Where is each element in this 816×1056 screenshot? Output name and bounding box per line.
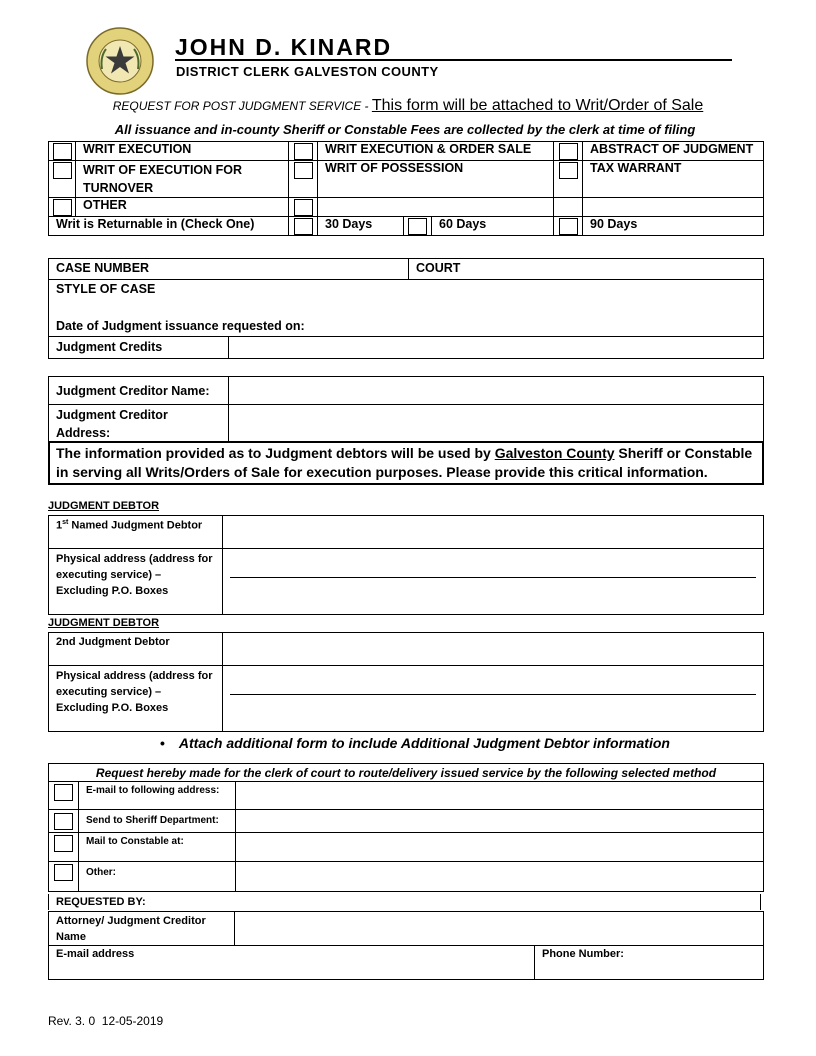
- debtor2-name-label: 2nd Judgment Debtor: [49, 633, 223, 666]
- writ-type-table: [48, 141, 764, 236]
- constable-delivery-field[interactable]: [236, 833, 764, 862]
- days-90-checkbox[interactable]: [559, 218, 578, 235]
- debtor2-address-field[interactable]: [223, 666, 764, 732]
- case-number-label[interactable]: CASE NUMBER: [49, 259, 409, 280]
- debtor1-address-field[interactable]: [223, 549, 764, 615]
- revision-text: Rev. 3. 0 12-05-2019: [48, 1014, 164, 1028]
- attorney-name-field[interactable]: [235, 912, 764, 946]
- writ-execution-order-sale-label: WRIT EXECUTION & ORDER SALE: [318, 142, 554, 161]
- clerk-name: JOHN D. KINARD: [175, 34, 393, 60]
- judgment-credits-label: Judgment Credits: [49, 337, 229, 359]
- debtor1-name-label: [49, 516, 223, 549]
- abstract-judgment-checkbox[interactable]: [559, 143, 578, 160]
- attach-note: [160, 735, 670, 751]
- days-90-label: 90 Days: [583, 217, 764, 236]
- debtor-notice-text-2: Sheriff or Constable in serving all Writs/Orders of Sale for execution purposes. Please provide this critical information.: [56, 445, 753, 480]
- constable-delivery-checkbox[interactable]: [54, 835, 73, 852]
- debtor1-name-num: 1: [56, 519, 63, 532]
- debtor1-name-sup: st: [62, 519, 69, 526]
- form-title-main: This form will be attached to Writ/Order of Sale: [371, 97, 704, 114]
- debtor1-address-label: Physical address (address for executing service) – Excluding P.O. Boxes: [49, 549, 223, 615]
- court-label[interactable]: COURT: [409, 259, 764, 280]
- other-writ-field[interactable]: [318, 198, 554, 217]
- email-address-label[interactable]: E-mail address: [49, 946, 535, 980]
- texas-seal: [86, 27, 154, 95]
- creditor-table: [48, 376, 764, 443]
- judgment-date-label[interactable]: Date of Judgment issuance requested on:: [49, 317, 764, 337]
- debtor-notice-text-1: The information provided as to Judgment debtors will be used by: [56, 445, 495, 461]
- delivery-header: Request hereby made for the clerk of court to route/delivery issued service by the following selected method: [49, 764, 764, 782]
- creditor-address-field[interactable]: [229, 405, 764, 443]
- email-delivery-field[interactable]: [236, 782, 764, 810]
- case-info-table: [48, 258, 764, 359]
- debtor1-name-rest: Named Judgment Debtor: [68, 519, 203, 532]
- days-60-checkbox[interactable]: [408, 218, 427, 235]
- days-30-checkbox[interactable]: [294, 218, 313, 235]
- creditor-name-label: Judgment Creditor Name:: [49, 377, 229, 405]
- writ-possession-label: WRIT OF POSSESSION: [318, 161, 554, 198]
- tax-warrant-checkbox[interactable]: [559, 162, 578, 179]
- tax-warrant-label: TAX WARRANT: [583, 161, 764, 198]
- other-delivery-checkbox[interactable]: [54, 864, 73, 881]
- abstract-judgment-label: ABSTRACT OF JUDGMENT: [583, 142, 764, 161]
- other-writ-checkbox[interactable]: [53, 199, 72, 216]
- attorney-name-label: Attorney/ Judgment Creditor Name: [49, 912, 235, 946]
- phone-number-label[interactable]: Phone Number:: [535, 946, 764, 980]
- style-of-case-label[interactable]: STYLE OF CASE: [49, 280, 764, 317]
- galveston-county-link: Galveston County: [494, 445, 615, 461]
- creditor-address-label: Judgment Creditor Address:: [49, 405, 229, 443]
- debtor2-heading: JUDGMENT DEBTOR: [48, 617, 160, 629]
- debtor1-heading: JUDGMENT DEBTOR: [48, 500, 160, 512]
- bullet-icon: •: [160, 735, 165, 751]
- writ-turnover-checkbox[interactable]: [53, 162, 72, 179]
- sheriff-delivery-label: Send to Sheriff Department:: [79, 810, 236, 833]
- header-rule: [175, 59, 732, 61]
- debtor2-name-field[interactable]: [223, 633, 764, 666]
- requested-by-label: REQUESTED BY:: [48, 894, 761, 910]
- returnable-label: Writ is Returnable in (Check One): [49, 217, 289, 236]
- debtor1-table: [48, 515, 764, 615]
- requested-by-table: [48, 911, 764, 980]
- email-delivery-label: E-mail to following address:: [79, 782, 236, 810]
- creditor-name-field[interactable]: [229, 377, 764, 405]
- email-delivery-checkbox[interactable]: [54, 784, 73, 801]
- debtor2-table: [48, 632, 764, 732]
- other-delivery-label: Other:: [79, 862, 236, 892]
- debtor1-name-field[interactable]: [223, 516, 764, 549]
- fee-notice: All issuance and in-county Sheriff or Constable Fees are collected by the clerk at time of filing: [114, 122, 696, 137]
- judgment-credits-field[interactable]: [229, 337, 764, 359]
- writ-possession-checkbox[interactable]: [294, 162, 313, 179]
- sheriff-delivery-checkbox[interactable]: [54, 813, 73, 830]
- writ-execution-checkbox[interactable]: [53, 143, 72, 160]
- writ-execution-label: WRIT EXECUTION: [76, 142, 289, 161]
- constable-delivery-label: Mail to Constable at:: [79, 833, 236, 862]
- days-60-label: 60 Days: [432, 217, 554, 236]
- other-writ-label: OTHER: [76, 198, 289, 217]
- days-30-label: 30 Days: [318, 217, 404, 236]
- debtor2-address-label: Physical address (address for executing service) – Excluding P.O. Boxes: [49, 666, 223, 732]
- delivery-table: [48, 763, 764, 892]
- writ-execution-order-sale-checkbox[interactable]: [294, 143, 313, 160]
- writ-turnover-label: WRIT OF EXECUTION FOR TURNOVER: [76, 161, 289, 198]
- other-delivery-field[interactable]: [236, 862, 764, 892]
- attach-note-text: Attach additional form to include Additional Judgment Debtor information: [178, 735, 670, 751]
- sheriff-delivery-field[interactable]: [236, 810, 764, 833]
- form-title: [0, 97, 816, 115]
- other-writ-extra-checkbox[interactable]: [294, 199, 313, 216]
- form-title-prefix: REQUEST FOR POST JUDGMENT SERVICE -: [112, 99, 372, 113]
- debtor-notice: [48, 441, 764, 485]
- clerk-subtitle: DISTRICT CLERK GALVESTON COUNTY: [176, 64, 439, 79]
